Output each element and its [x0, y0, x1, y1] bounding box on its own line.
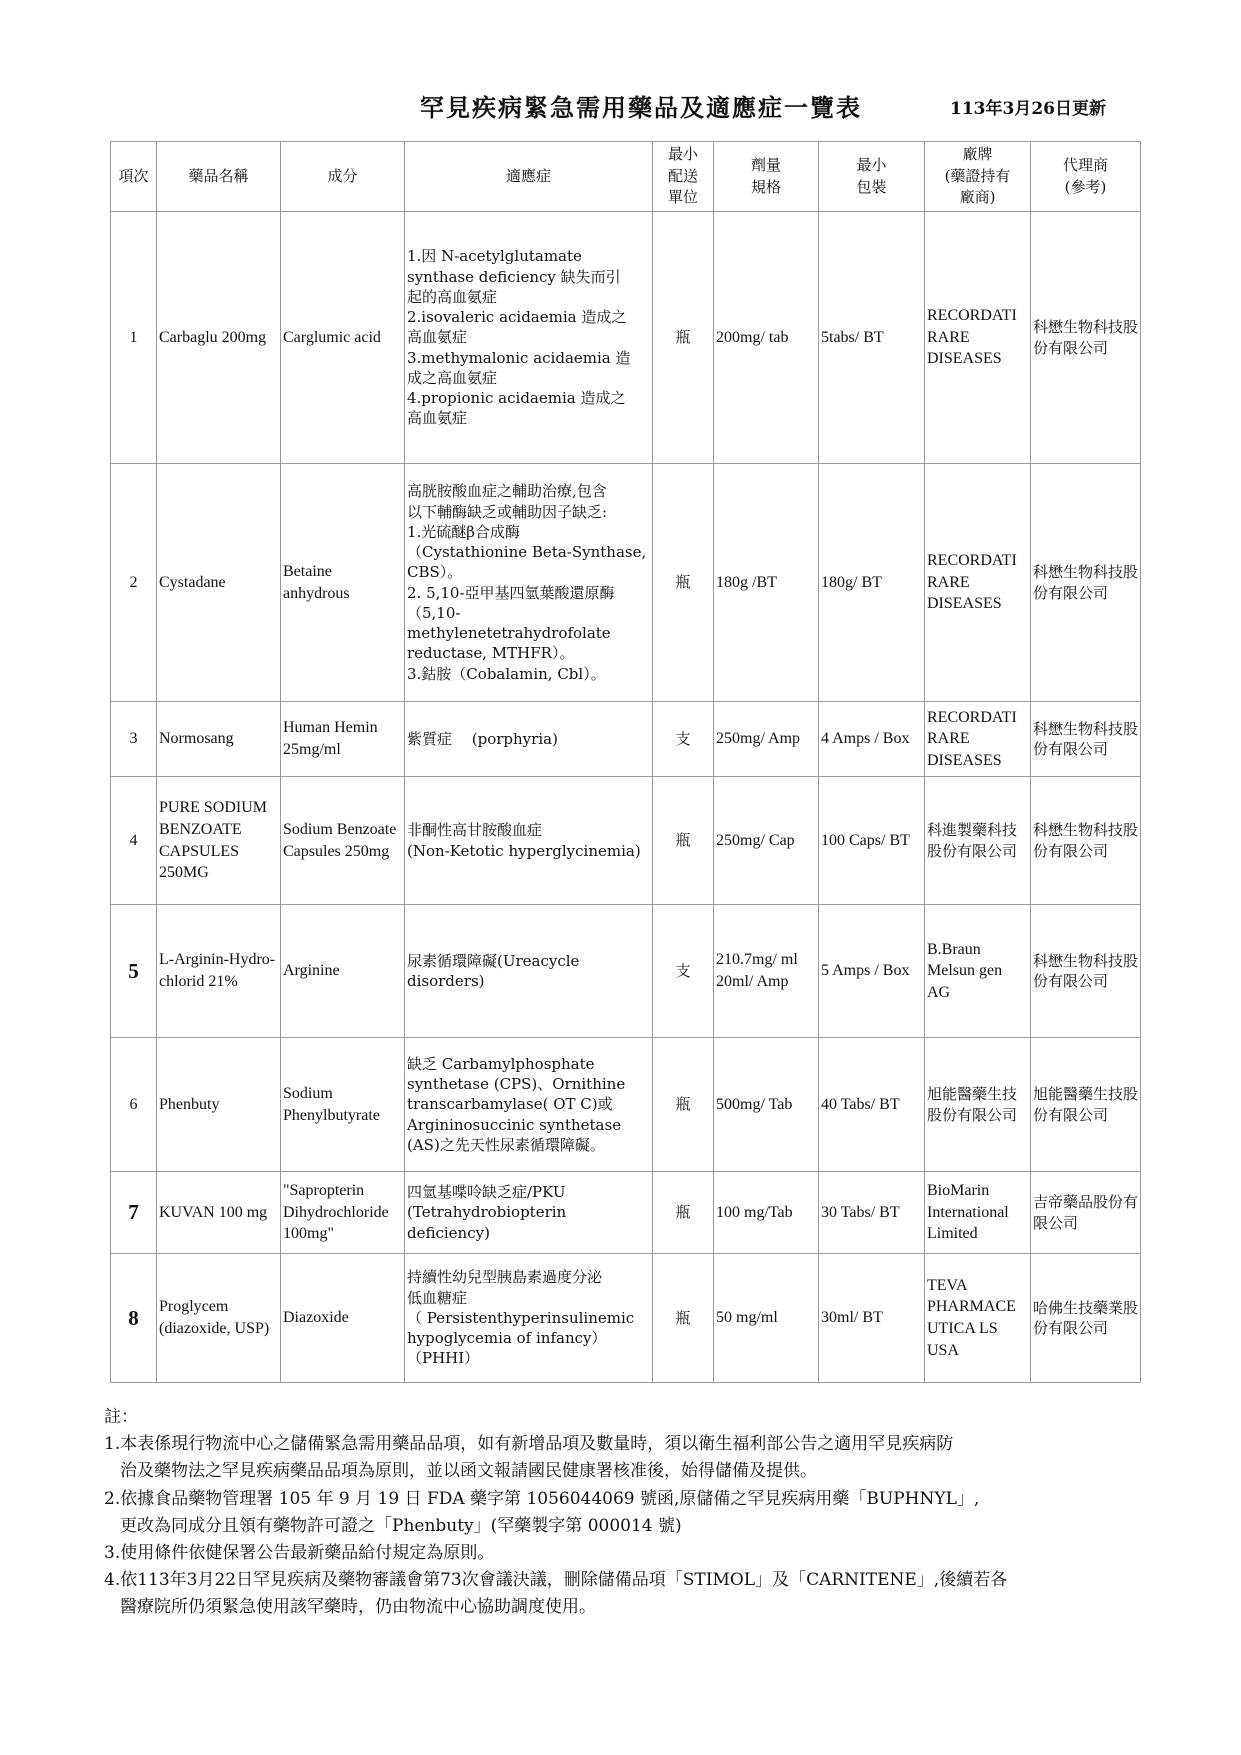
- notes: [104, 1404, 1164, 1622]
- unit: 支: [653, 905, 714, 1038]
- table-row: [111, 464, 1141, 702]
- col-header-name: 藥品名稱: [157, 142, 281, 212]
- page-title: 罕見疾病緊急需用藥品及適應症一覽表: [420, 93, 862, 122]
- row-index: 7: [111, 1172, 157, 1254]
- note-list: [104, 1431, 1164, 1621]
- indication-line: CBS）。: [407, 563, 463, 582]
- spec: 200mg/ tab: [714, 212, 819, 464]
- update-date: 113年3月26日更新: [950, 99, 1106, 119]
- indication-line: 尿素循環障礙(Ureacycle: [407, 951, 580, 970]
- pack: 5tabs/ BT: [819, 212, 925, 464]
- indication-line: hypoglycemia of infancy）: [407, 1329, 607, 1348]
- row-index: 4: [111, 777, 157, 905]
- indication-line: 高胱胺酸血症之輔助治療,包含: [407, 482, 607, 501]
- col-header-idx: 項次: [111, 142, 157, 212]
- ingredient: Human Hemin 25mg/ml: [281, 702, 405, 777]
- brand: TEVA PHARMACE UTICA LS USA: [925, 1254, 1031, 1383]
- indication-line: 起的高血氨症: [407, 287, 498, 306]
- indication: [405, 1038, 653, 1172]
- indication-line: 2.isovaleric acidaemia 造成之: [407, 308, 627, 327]
- indication-line: transcarbamylase( OT C)或: [407, 1095, 613, 1114]
- pack: 100 Caps/ BT: [819, 777, 925, 905]
- table-row: [111, 212, 1141, 464]
- drug-name: Cystadane: [157, 464, 281, 702]
- indication: [405, 1254, 653, 1383]
- header: [0, 88, 1241, 128]
- indication-line: 高血氨症: [407, 328, 468, 347]
- indication-line: 1.光硫醚β合成酶: [407, 522, 520, 541]
- spec: 500mg/ Tab: [714, 1038, 819, 1172]
- ingredient: Diazoxide: [281, 1254, 405, 1383]
- indication-line: 1.因 N-acetylglutamate: [407, 247, 582, 266]
- table-row: [111, 1172, 1141, 1254]
- table-row: [111, 702, 1141, 777]
- indication: [405, 702, 653, 777]
- indication-line: （5,10-methylenetetrahydrofolate: [407, 603, 611, 642]
- col-header-unit: 最小 配送 單位: [653, 142, 714, 212]
- drug-table: [110, 141, 1141, 1383]
- indication-line: 紫質症 (porphyria): [407, 729, 558, 748]
- indication: [405, 905, 653, 1038]
- ingredient: "Sapropterin Dihydrochloride 100mg": [281, 1172, 405, 1254]
- ingredient: Arginine: [281, 905, 405, 1038]
- indication-line: （ Persistenthyperinsulinemic: [407, 1308, 635, 1327]
- note-line: 4.依113年3月22日罕見疾病及藥物審議會第73次會議決議，刪除儲備品項「STIMOL」及「CARNITENE」,後續若各: [104, 1570, 1008, 1591]
- indication-line: 3.鈷胺（Cobalamin, Cbl）。: [407, 664, 606, 683]
- drug-name: L-Arginin-Hydro- chlorid 21%: [157, 905, 281, 1038]
- agent: 科懋生物科技股份有限公司: [1031, 212, 1141, 464]
- drug-name: Proglycem (diazoxide, USP): [157, 1254, 281, 1383]
- spec: 100 mg/Tab: [714, 1172, 819, 1254]
- drug-name: KUVAN 100 mg: [157, 1172, 281, 1254]
- brand: 旭能醫藥生技股份有限公司: [925, 1038, 1031, 1172]
- pack: 4 Amps / Box: [819, 702, 925, 777]
- row-index: 1: [111, 212, 157, 464]
- indication-line: 持續性幼兒型胰島素過度分泌: [407, 1268, 603, 1287]
- table-row: [111, 777, 1141, 905]
- note-line: 醫療院所仍須緊急使用該罕藥時，仍由物流中心協助調度使用。: [120, 1597, 596, 1618]
- ingredient: Betaine anhydrous: [281, 464, 405, 702]
- note-line: 治及藥物法之罕見疾病藥品品項為原則，並以函文報請國民健康署核准後，始得儲備及提供。: [120, 1461, 817, 1482]
- row-index: 8: [111, 1254, 157, 1383]
- table-row: [111, 1254, 1141, 1383]
- unit: 瓶: [653, 777, 714, 905]
- brand: BioMarin International Limited: [925, 1172, 1031, 1254]
- spec: 250mg/ Cap: [714, 777, 819, 905]
- pack: 40 Tabs/ BT: [819, 1038, 925, 1172]
- note-line: 更改為同成分且領有藥物許可證之「Phenbuty」(罕藥製字第 000014 號): [120, 1515, 682, 1536]
- drug-name: Normosang: [157, 702, 281, 777]
- agent: 吉帝藥品股份有限公司: [1031, 1172, 1141, 1254]
- indication: [405, 1172, 653, 1254]
- col-header-indication: 適應症: [405, 142, 653, 212]
- unit: 瓶: [653, 1254, 714, 1383]
- indication: [405, 464, 653, 702]
- note-line: 3.使用條件依健保署公告最新藥品給付規定為原則。: [104, 1542, 495, 1563]
- unit: 瓶: [653, 1038, 714, 1172]
- note-line: 1.本表係現行物流中心之儲備緊急需用藥品品項，如有新增品項及數量時，須以衛生福利部公告之適用罕見疾病防: [104, 1434, 954, 1455]
- indication-line: （Cystathionine Beta-Synthase,: [407, 543, 647, 561]
- indication-line: 3.methymalonic acidaemia 造: [407, 348, 631, 367]
- indication-line: Argininosuccinic synthetase: [407, 1115, 622, 1134]
- indication-line: 以下輔酶缺乏或輔助因子缺乏:: [407, 502, 608, 521]
- indication-line: 四氫基喋呤缺乏症/PKU: [407, 1183, 566, 1202]
- indication-line: (Tetrahydrobiopterin deficiency): [407, 1203, 567, 1242]
- table-row: [111, 905, 1141, 1038]
- indication-line: (Non-Ketotic hyperglycinemia): [407, 841, 641, 860]
- col-header-pack: 最小 包裝: [819, 142, 925, 212]
- agent: 科懋生物科技股份有限公司: [1031, 464, 1141, 702]
- brand: RECORDATI RARE DISEASES: [925, 464, 1031, 702]
- unit: 瓶: [653, 212, 714, 464]
- indication-line: synthetase (CPS)、Ornithine: [407, 1075, 626, 1094]
- indication-line: 4.propionic acidaemia 造成之: [407, 389, 626, 408]
- ingredient: Carglumic acid: [281, 212, 405, 464]
- indication-line: 高血氨症: [407, 409, 468, 428]
- note-line: 2.依據食品藥物管理署 105 年 9 月 19 日 FDA 藥字第 1056044069 號函,原儲備之罕見疾病用藥「BUPHNYL」,: [104, 1488, 980, 1509]
- spec: 50 mg/ml: [714, 1254, 819, 1383]
- ingredient: Sodium Phenylbutyrate: [281, 1038, 405, 1172]
- indication-line: 低血糖症: [407, 1288, 468, 1307]
- indication-line: disorders): [407, 972, 485, 990]
- spec: 250mg/ Amp: [714, 702, 819, 777]
- table-row: [111, 1038, 1141, 1172]
- agent: 哈佛生技藥業股份有限公司: [1031, 1254, 1141, 1383]
- indication: [405, 212, 653, 464]
- row-index: 5: [111, 905, 157, 1038]
- row-index: 6: [111, 1038, 157, 1172]
- brand: RECORDATI RARE DISEASES: [925, 212, 1031, 464]
- indication: [405, 777, 653, 905]
- indication-line: 非酮性高甘胺酸血症: [407, 821, 543, 840]
- ingredient: Sodium Benzoate Capsules 250mg: [281, 777, 405, 905]
- col-header-spec: 劑量 規格: [714, 142, 819, 212]
- agent: 科懋生物科技股份有限公司: [1031, 702, 1141, 777]
- col-header-ingredient: 成分: [281, 142, 405, 212]
- brand: B.Braun Melsun gen AG: [925, 905, 1031, 1038]
- pack: 30ml/ BT: [819, 1254, 925, 1383]
- indication-line: synthase deficiency 缺失而引: [407, 267, 621, 286]
- indication-line: 2. 5,10-亞甲基四氫葉酸還原酶: [407, 583, 615, 602]
- indication-line: reductase, MTHFR）。: [407, 644, 575, 663]
- indication-line: 缺乏 Carbamylphosphate: [407, 1054, 595, 1073]
- pack: 30 Tabs/ BT: [819, 1172, 925, 1254]
- agent: 科懋生物科技股份有限公司: [1031, 905, 1141, 1038]
- col-header-brand: 廠牌 (藥證持有 廠商): [925, 142, 1031, 212]
- drug-name: Phenbuty: [157, 1038, 281, 1172]
- unit: 支: [653, 702, 714, 777]
- drug-name: Carbaglu 200mg: [157, 212, 281, 464]
- pack: 180g/ BT: [819, 464, 925, 702]
- agent: 旭能醫藥生技股份有限公司: [1031, 1038, 1141, 1172]
- drug-name: PURE SODIUM BENZOATE CAPSULES 250MG: [157, 777, 281, 905]
- unit: 瓶: [653, 464, 714, 702]
- col-header-agent: 代理商 (參考): [1031, 142, 1141, 212]
- brand: 科進製藥科技股份有限公司: [925, 777, 1031, 905]
- agent: 科懋生物科技股份有限公司: [1031, 777, 1141, 905]
- row-index: 3: [111, 702, 157, 777]
- pack: 5 Amps / Box: [819, 905, 925, 1038]
- unit: 瓶: [653, 1172, 714, 1254]
- indication-line: （PHHI）: [407, 1349, 480, 1368]
- indication-line: 成之高血氨症: [407, 368, 498, 387]
- spec: 210.7mg/ ml 20ml/ Amp: [714, 905, 819, 1038]
- notes-label: 註：: [104, 1407, 138, 1427]
- row-index: 2: [111, 464, 157, 702]
- table-header-row: [111, 142, 1141, 212]
- spec: 180g /BT: [714, 464, 819, 702]
- brand: RECORDATI RARE DISEASES: [925, 702, 1031, 777]
- indication-line: (AS)之先天性尿素循環障礙。: [407, 1135, 605, 1154]
